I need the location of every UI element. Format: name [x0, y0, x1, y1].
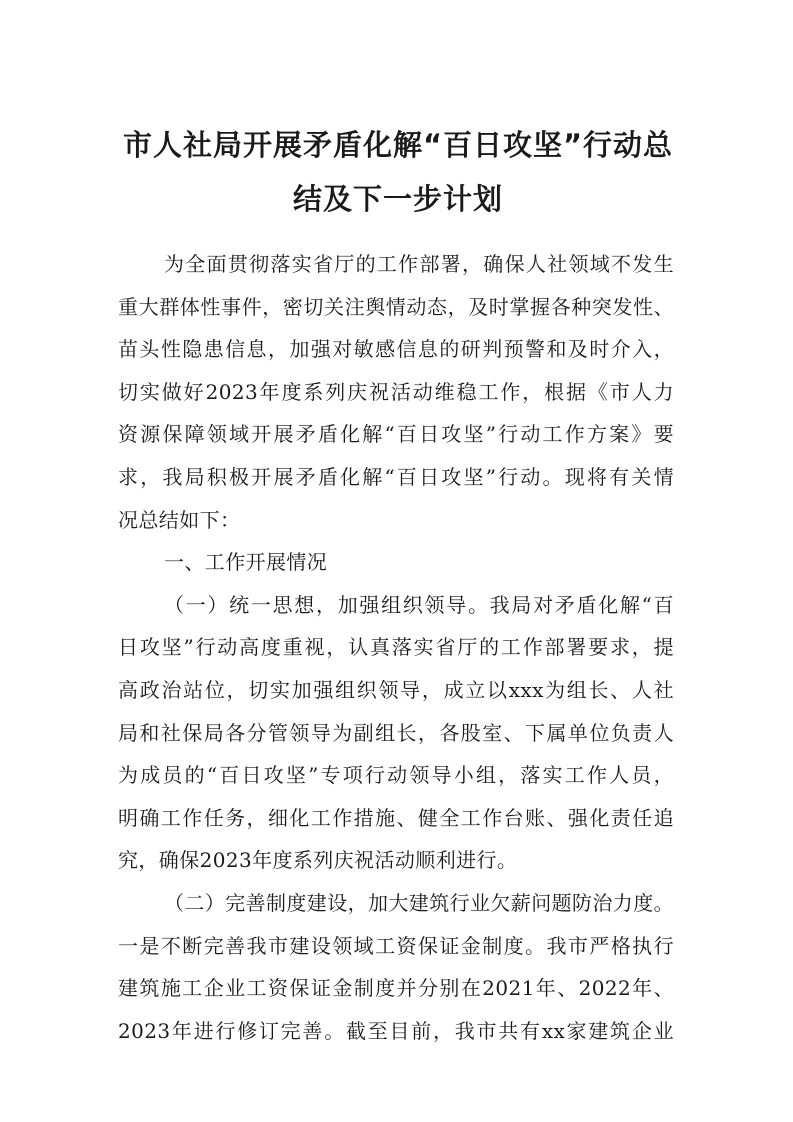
text-line: 局和社保局各分管领导为副组长，各股室、下属单位负责人 [118, 720, 674, 745]
text-line: 为成员的“百日攻坚”专项行动领导小组，落实工作人员， [118, 763, 674, 788]
text-line: （一）统一思想，加强组织领导。我局对矛盾化解“百 [164, 592, 674, 617]
text-line: 况总结如下： [118, 507, 241, 532]
document-title [118, 118, 678, 226]
text-line: 求，我局积极开展矛盾化解“百日攻坚”行动。现将有关情 [118, 464, 674, 489]
text-line: 切实做好2023年度系列庆祝活动维稳工作，根据《市人力 [118, 379, 674, 404]
text-line: 明确工作任务，细化工作措施、健全工作台账、强化责任追 [118, 805, 674, 830]
document-body [118, 243, 674, 1052]
text-line: 建筑施工企业工资保证金制度并分别在2021年、2022年、 [118, 976, 674, 1001]
title-line-1: 市人社局开展矛盾化解“百日攻坚”行动总 [122, 128, 674, 162]
text-line: 苗头性隐患信息，加强对敏感信息的研判预警和及时介入， [118, 337, 674, 362]
text-line: 为全面贯彻落实省厅的工作部署，确保人社领域不发生 [164, 252, 674, 276]
text-line: （二）完善制度建设，加大建筑行业欠薪问题防治力度。 [164, 890, 674, 915]
text-line: 一、工作开展情况 [164, 550, 328, 575]
text-line: 日攻坚”行动高度重视，认真落实省厅的工作部署要求，提 [118, 635, 674, 660]
text-line: 高政治站位，切实加强组织领导，成立以xxx为组长、人社 [118, 677, 674, 702]
text-line: 重大群体性事件，密切关注舆情动态，及时掌握各种突发性、 [118, 294, 674, 319]
text-line: 一是不断完善我市建设领域工资保证金制度。我市严格执行 [118, 933, 674, 958]
title-line-2: 结及下一步计划 [292, 182, 503, 216]
text-line: 资源保障领域开展矛盾化解“百日攻坚”行动工作方案》要 [118, 422, 674, 447]
text-line: 究，确保2023年度系列庆祝活动顺利进行。 [118, 848, 518, 873]
text-line: 2023年进行修订完善。截至目前，我市共有xx家建筑企业 [118, 1018, 674, 1043]
